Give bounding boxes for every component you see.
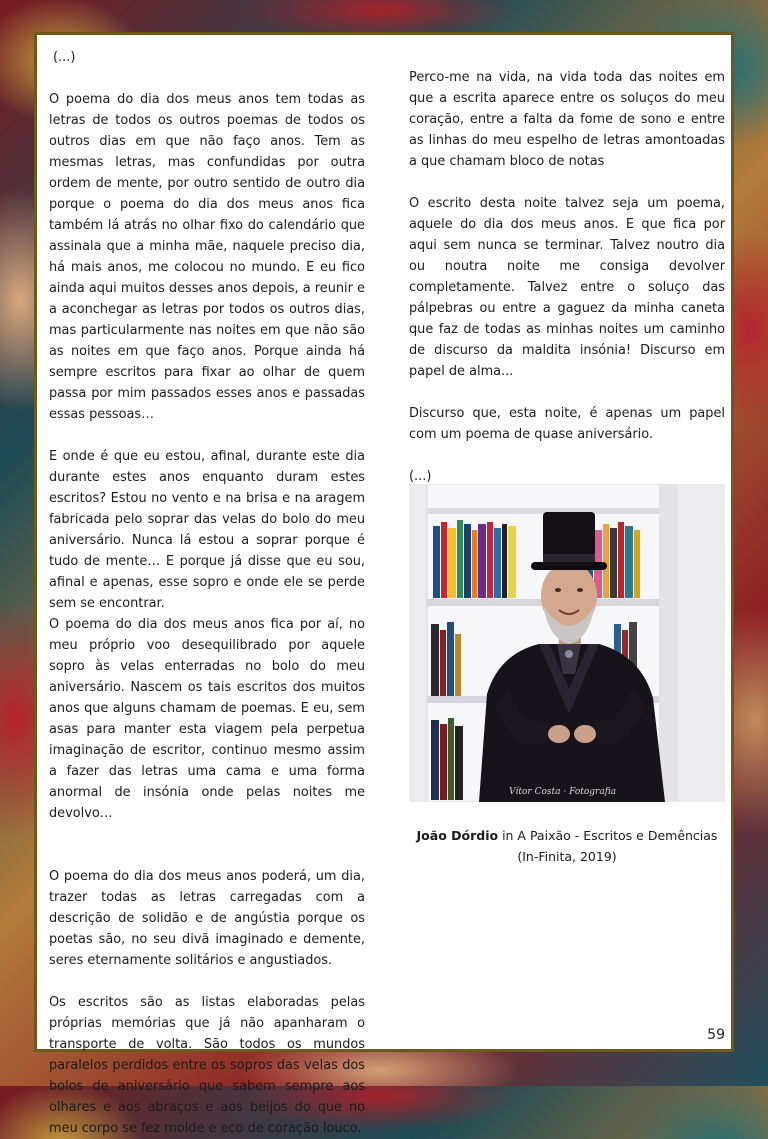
left-ellipsis: (...) bbox=[53, 50, 76, 65]
caption-publisher: (In-Finita, 2019) bbox=[517, 849, 617, 864]
paragraph: Discurso que, esta noite, é apenas um papel com um poema de quase aniversário. bbox=[409, 406, 725, 442]
paragraph: Perco-me na vida, na vida toda das noites em que a escrita aparece entre os soluços do meu coração, entre a falta da fome de sono e entre as linhas do meu espelho de letras amontoadas a que chamam bloco de notas bbox=[409, 70, 725, 169]
right-column bbox=[409, 67, 725, 487]
author-photo bbox=[409, 484, 725, 802]
photo-caption bbox=[409, 825, 725, 867]
page-number: 59 bbox=[707, 1027, 725, 1043]
paragraph: O poema do dia dos meus anos poderá, um dia, trazer todas as letras carregadas com a descrição de solidão e de angústia porque os poetas são, no seu divã imaginado e demente, seres eternamente solitários e angustiados. bbox=[49, 869, 365, 968]
right-ellipsis: (...) bbox=[409, 469, 432, 484]
paragraph: O poema do dia dos meus anos tem todas as letras de todos os outros poemas de todos os outros dias em que não faço anos. Tem as mesmas letras, mas confundidas por outra ordem de mente, por outro sentido de outro dia porque o poema do dia dos meus anos fica também lá atrás no olhar fixo do calendário que assinala que a minha mãe, naquele preciso dia, há mais anos, me colocou no mundo. E eu fico ainda aqui muitos desses anos depois, a reunir e a aconchegar as letras por todos os outros dias, mas particularmente nas noites em que não são as noites em que faço anos. Porque ainda há sempre escritos para fixar ao olhar de quem passa por mim passados esses anos e passadas essas pessoas… bbox=[49, 92, 365, 422]
left-column bbox=[49, 47, 365, 1139]
paragraph: E onde é que eu estou, afinal, durante este dia durante estes anos enquanto duram estes escritos? Estou no vento e na brisa e na aragem fabricada pelo soprar das velas do bolo do meu aniversário. Nunca lá estou a soprar porque é tudo de mente… E porque já disse que eu sou, afinal e apenas, esse sopro e onde ele se perde sem se encontrar. bbox=[49, 449, 365, 611]
caption-work: in A Paixão - Escritos e Demências bbox=[498, 828, 718, 843]
paragraph: Os escritos são as listas elaboradas pelas próprias memórias que já não apanharam o transporte de volta. São todos os mundos paralelos perdidos entre os sopros das velas dos bolos de aniversário que sabem sempre aos olhares e aos abraços e aos beijos do que no meu corpo se fez molde e eco de coração louco. bbox=[49, 995, 365, 1136]
caption-author: João Dórdio bbox=[416, 828, 499, 843]
page-panel bbox=[34, 32, 734, 1136]
paragraph: O escrito desta noite talvez seja um poema, aquele do dia dos meus anos. E que fica por aqui sem nunca se terminar. Talvez noutro dia ou noutra noite me consiga devolver completamente. Talvez entre o soluço das pálpebras ou entre a gaguez da minha caneta que faz de todas as minhas noites um caminho de discurso da maldita insónia! Discurso em papel de alma... bbox=[409, 196, 725, 379]
paragraph: O poema do dia dos meus anos fica por aí, no meu próprio voo desequilibrado por aquele sopro às velas enterradas no bolo do meu aniversário. Nascem os tais escritos dos muitos anos que alguns chamam de poemas. E eu, sem asas para manter esta viagem pela perpetua imaginação de escritor, continuo mesmo assim a fazer das letras uma cama e uma forma anormal de insónia onde pelas noites me devolvo… bbox=[49, 617, 365, 821]
photo-signature: Vítor Costa · Fotografia bbox=[509, 787, 617, 797]
